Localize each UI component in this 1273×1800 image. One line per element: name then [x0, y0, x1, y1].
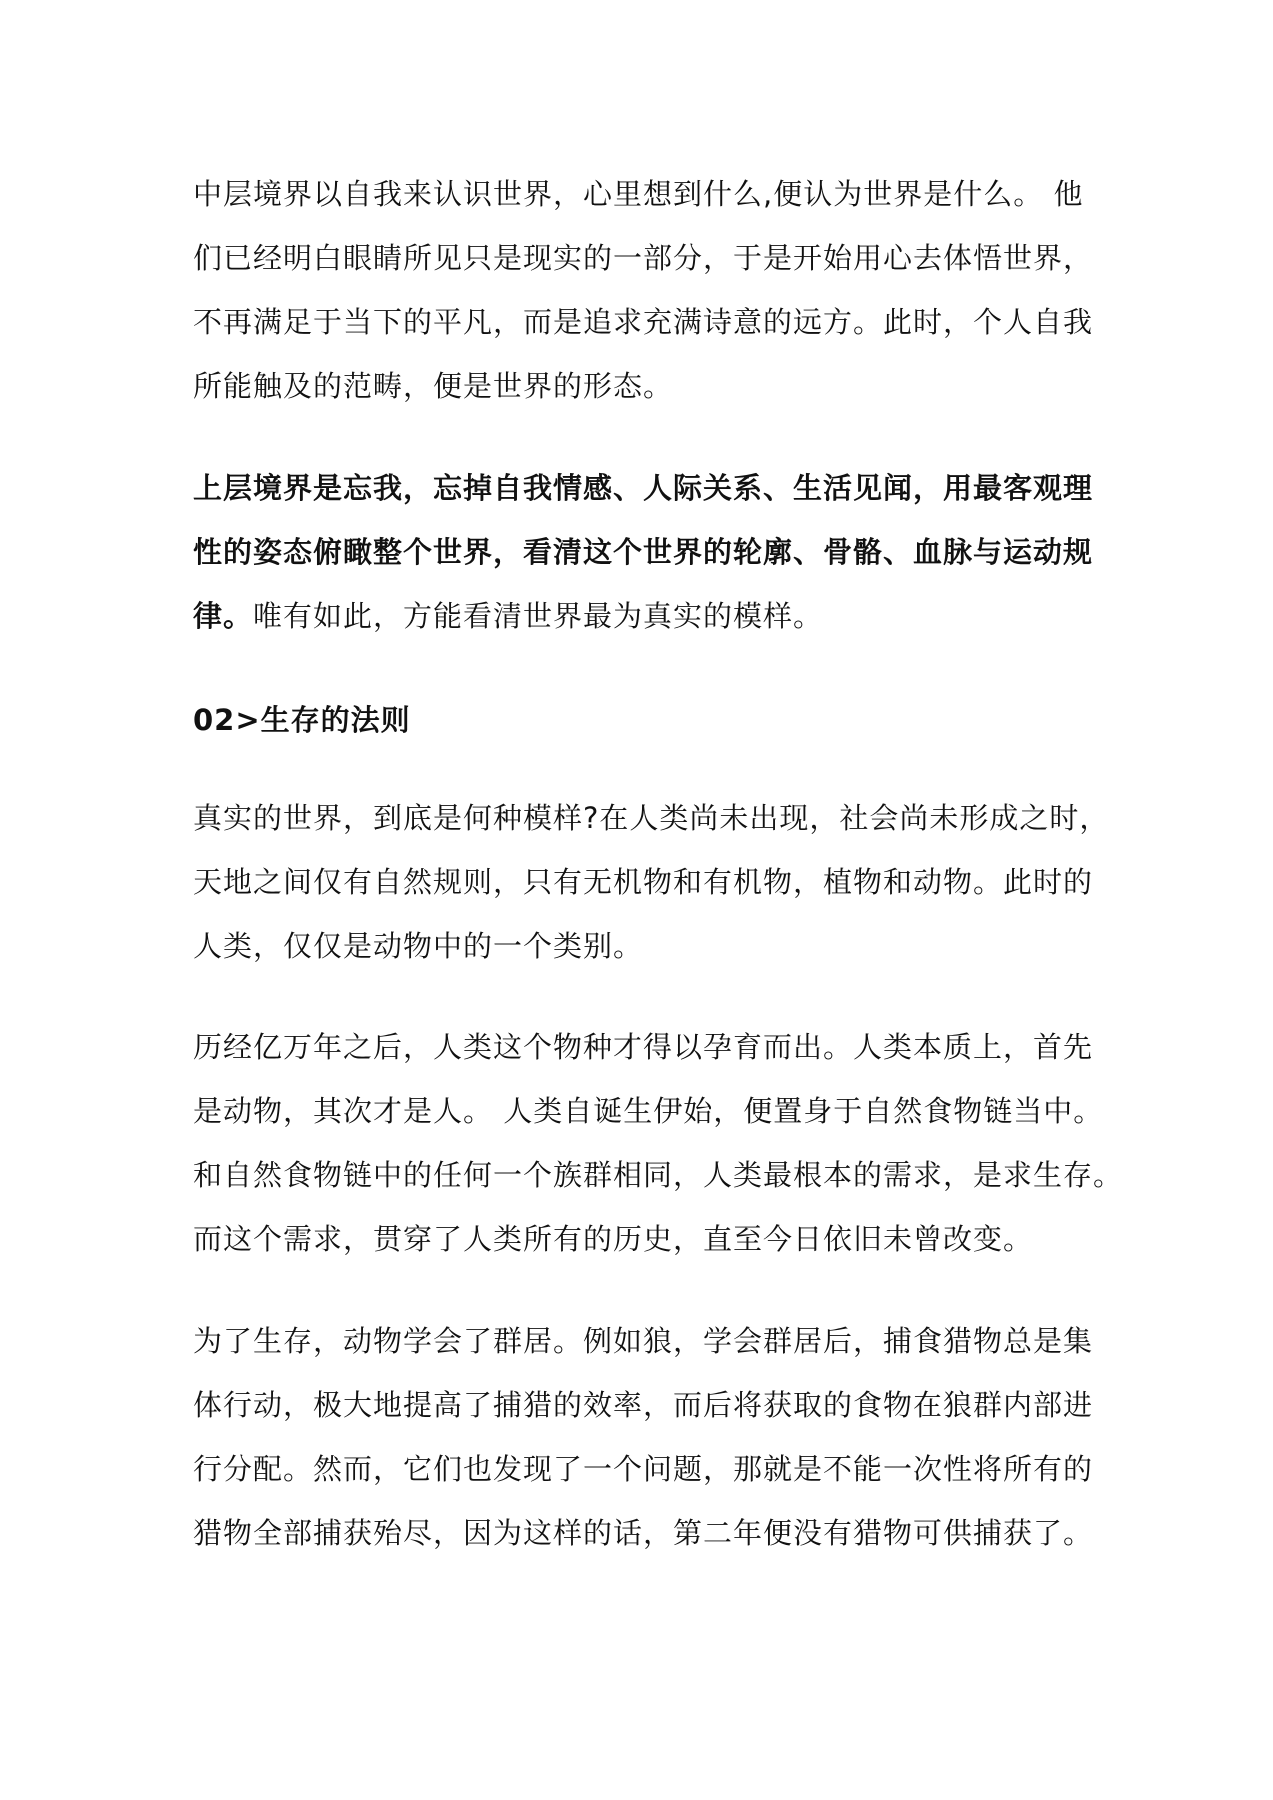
text-line: 中层境界以自我来认识世界，心里想到什么,便认为世界是什么。 他 [193, 177, 1084, 211]
text-line: 而这个需求，贯穿了人类所有的历史，直至今日依旧未曾改变。 [193, 1222, 1034, 1256]
text-line: 人类，仅仅是动物中的一个类别。 [193, 929, 644, 963]
text-line-bold: 上层境界是忘我，忘掉自我情感、人际关系、生活见闻，用最客观理 [193, 471, 1094, 505]
text-line: 和自然食物链中的任何一个族群相同，人类最根本的需求，是求生存。 [193, 1158, 1124, 1192]
text-line: 为了生存，动物学会了群居。例如狼，学会群居后，捕食猎物总是集 [193, 1324, 1094, 1358]
text-line: 不再满足于当下的平凡，而是追求充满诗意的远方。此时，个人自我 [193, 305, 1094, 339]
text-line: 猎物全部捕获殆尽，因为这样的话，第二年便没有猎物可供捕获了。 [193, 1516, 1094, 1550]
normal-fragment: 唯有如此，方能看清世界最为真实的模样。 [253, 599, 824, 633]
text-line: 是动物，其次才是人。 人类自诞生伊始，便置身于自然食物链当中。 [193, 1094, 1104, 1128]
bold-fragment: 律。 [193, 599, 254, 633]
paragraph-human-origin [193, 1015, 1124, 1271]
paragraph-wolves [193, 1309, 1098, 1565]
text-line: 们已经明白眼睛所见只是现实的一部分，于是开始用心去体悟世界， [193, 241, 1094, 275]
text-line: 历经亿万年之后，人类这个物种才得以孕育而出。人类本质上，首先 [193, 1030, 1094, 1064]
text-line: 真实的世界，到底是何种模样?在人类尚未出现，社会尚未形成之时， [193, 801, 1110, 835]
section-heading: 02>生存的法则 [193, 703, 411, 737]
text-line: 所能触及的范畴，便是世界的形态。 [193, 369, 674, 403]
paragraph-middle-realm [193, 162, 1098, 418]
paragraph-real-world [193, 786, 1110, 978]
text-line: 天地之间仅有自然规则，只有无机物和有机物，植物和动物。此时的 [193, 865, 1094, 899]
text-line-mixed [193, 584, 1098, 648]
text-line: 体行动，极大地提高了捕猎的效率，而后将获取的食物在狼群内部进 [193, 1388, 1094, 1422]
paragraph-upper-realm [193, 456, 1098, 648]
text-line: 行分配。然而，它们也发现了一个问题，那就是不能一次性将所有的 [193, 1452, 1094, 1486]
text-line-bold: 性的姿态俯瞰整个世界，看清这个世界的轮廓、骨骼、血脉与运动规 [193, 535, 1094, 569]
